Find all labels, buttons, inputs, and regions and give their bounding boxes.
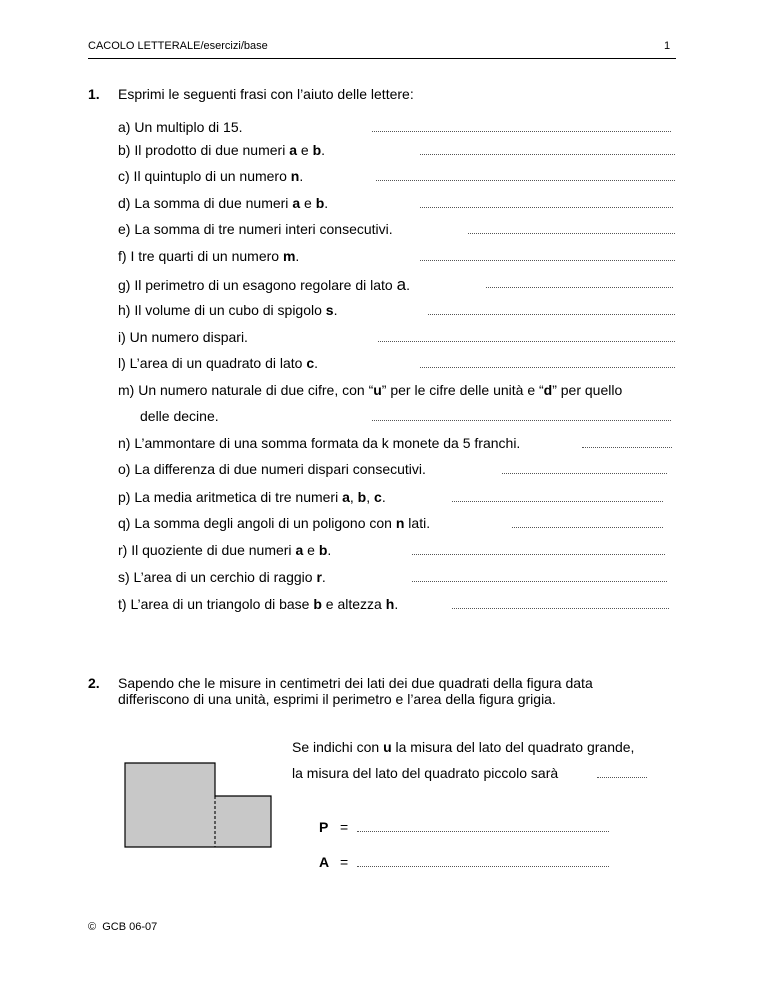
page-number: 1 [664,40,671,52]
gray-figure [124,762,276,852]
question-2-side-line2: la misura del lato del quadrato piccolo sarà [292,765,559,781]
question-1-instruction: Esprimi le seguenti frasi con l’aiuto delle lettere: [118,86,414,102]
area-equals: = [340,854,349,870]
item-m: m) Un numero naturale di due cifre, con “u” per le cifre delle unità e “d” per quello [118,382,623,398]
item-r: r) Il quoziente di due numeri a e b. [118,542,332,558]
item-t: t) L’area di un triangolo di base b e altezza h. [118,596,399,612]
area-answer-line [357,866,609,867]
item-g: g) Il perimetro di un esagono regolare di lato a. [118,275,410,294]
footer-text: GCB 06-07 [102,921,158,933]
answer-line-l [420,367,675,368]
header-rule [88,58,676,59]
answer-line-i [378,341,675,342]
question-2-line1: Sapendo che le misure in centimetri dei lati dei due quadrati della figura data [118,675,593,691]
item-p: p) La media aritmetica di tre numeri a, b, c. [118,489,386,505]
header-title: CACOLO LETTERALE/esercizi/base [88,40,268,52]
answer-line-r [412,554,665,555]
item-m-line2: delle decine. [140,408,219,424]
item-c: c) Il quintuplo di un numero n. [118,168,304,184]
question-2-side-line1: Se indichi con u la misura del lato del quadrato grande, [292,739,635,755]
item-e: e) La somma di tre numeri interi consecutivi. [118,221,393,237]
answer-line-h [428,314,675,315]
item-q: q) La somma degli angoli di un poligono con n lati. [118,515,431,531]
answer-line-b [420,154,675,155]
answer-line-o [502,473,667,474]
question-2-line2: differiscono di una unità, esprimi il perimetro e l’area della figura grigia. [118,691,556,707]
answer-line-a [372,131,671,132]
question-2-number: 2. [88,675,100,691]
item-l: l) L’area di un quadrato di lato c. [118,355,319,371]
item-s: s) L’area di un cerchio di raggio r. [118,569,326,585]
item-i: i) Un numero dispari. [118,329,248,345]
copyright-icon: © [88,921,97,933]
answer-line-e [468,233,675,234]
perimeter-equals: = [340,819,349,835]
answer-line-p [452,501,663,502]
answer-line-t [452,608,669,609]
item-h: h) Il volume di un cubo di spigolo s. [118,302,338,318]
gray-figure-shape [125,763,271,847]
item-a: a) Un multiplo di 15. [118,119,243,135]
answer-line-m [372,420,671,421]
answer-line-q [512,527,663,528]
item-f: f) I tre quarti di un numero m. [118,248,300,264]
answer-line-small-side [597,777,647,778]
answer-line-g [486,287,673,288]
answer-line-c [376,180,675,181]
item-o: o) La differenza di due numeri dispari consecutivi. [118,461,426,477]
footer [88,921,157,933]
answer-line-f [420,260,675,261]
answer-line-s [412,581,667,582]
answer-line-d [420,207,673,208]
answer-line-n [582,447,672,448]
area-label: A [319,854,330,870]
perimeter-answer-line [357,831,609,832]
item-d: d) La somma di due numeri a e b. [118,195,329,211]
item-n: n) L’ammontare di una somma formata da k monete da 5 franchi. [118,435,521,451]
item-b: b) Il prodotto di due numeri a e b. [118,142,326,158]
question-1-number: 1. [88,86,100,102]
perimeter-label: P [319,819,329,835]
